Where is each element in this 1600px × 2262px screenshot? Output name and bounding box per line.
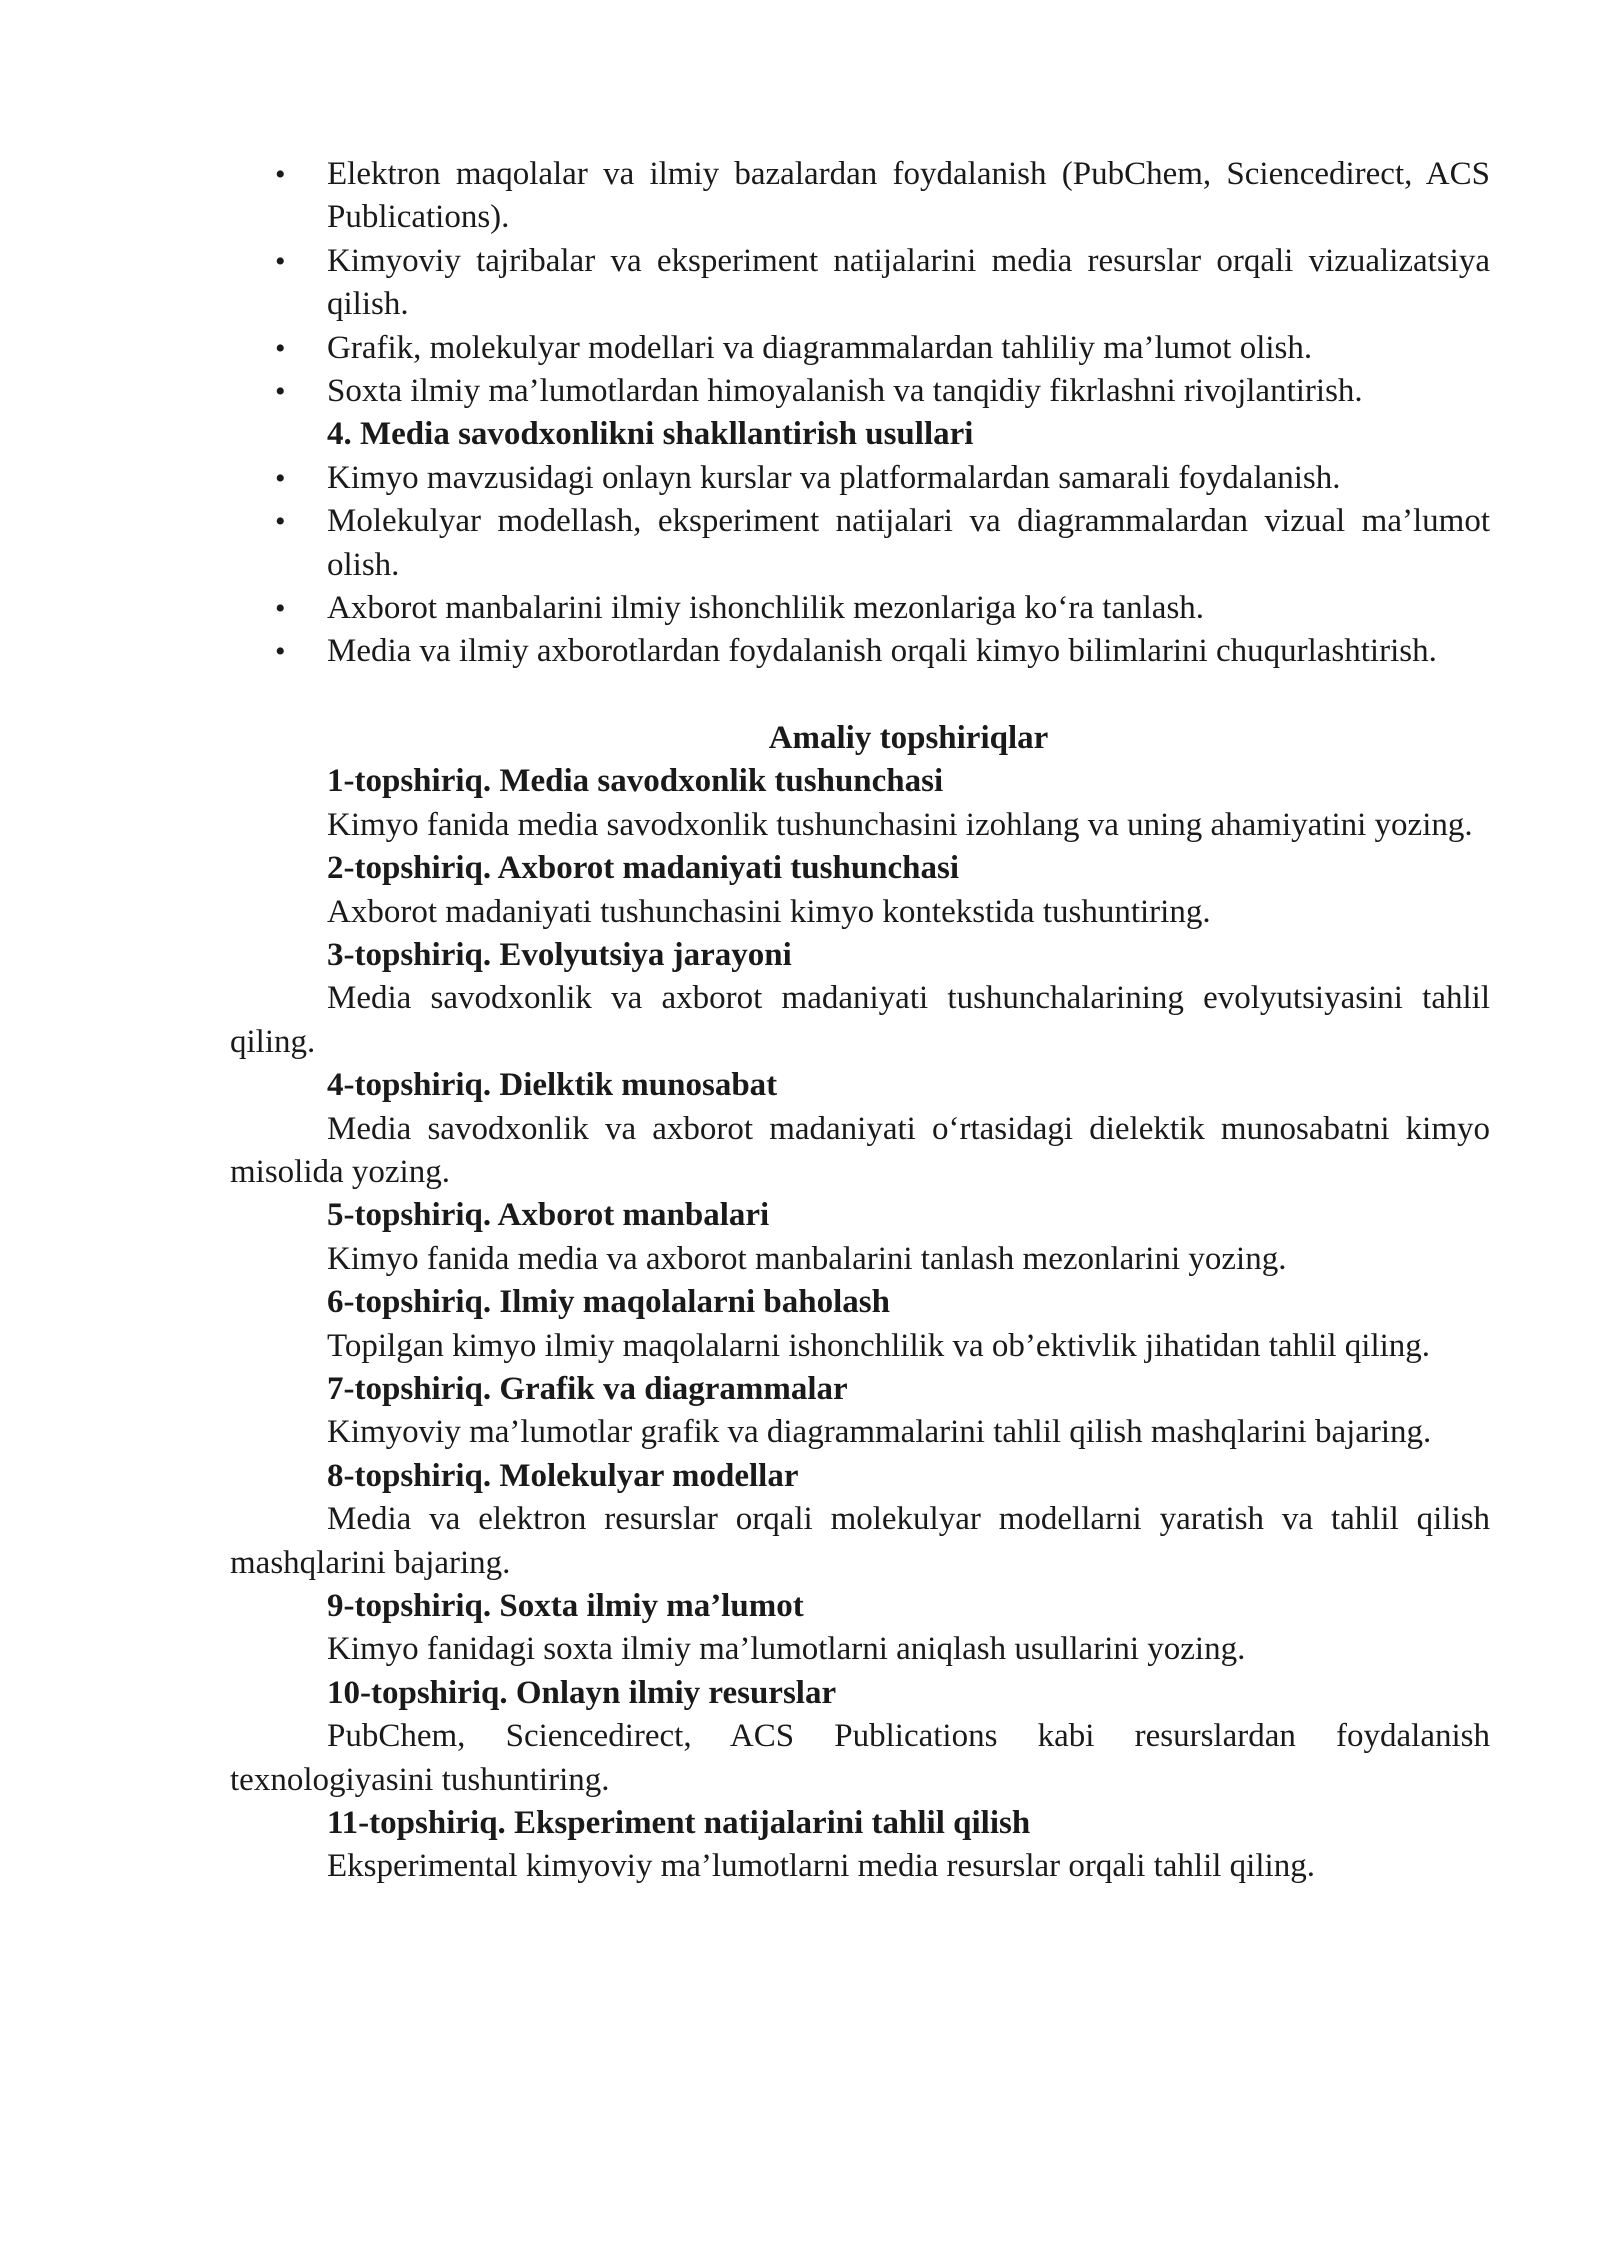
task-4 (230, 1064, 1490, 1194)
task-title: 9-topshiriq. Soxta ilmiy ma’lumot (327, 1588, 804, 1624)
task-title: 11-topshiriq. Eksperiment natijalarini tahlil qilish (327, 1805, 1031, 1842)
task-1 (230, 760, 1490, 847)
task-11 (230, 1802, 1490, 1889)
task-9 (230, 1585, 1490, 1672)
task-body: Kimyo fanidagi soxta ilmiy ma’lumotlarni aniqlash usullarini yozing. (327, 1631, 1246, 1668)
task-body: Kimyoviy ma’lumotlar grafik va diagrammalarini tahlil qilish mashqlarini bajaring. (327, 1414, 1432, 1451)
task-2 (230, 847, 1490, 934)
task-title: 6-topshiriq. Ilmiy maqolalarni baholash (327, 1284, 890, 1321)
task-title: 8-topshiriq. Molekulyar modellar (327, 1457, 799, 1494)
task-10 (230, 1672, 1490, 1802)
task-body: Media savodxonlik va axborot madaniyati tushunchalarining evolyutsiyasini tahlil qiling. (230, 980, 1490, 1060)
section-heading: 4. Media savodxonlikni shakllantirish usullari (327, 416, 974, 453)
list-item: • Grafik, molekulyar modellari va diagrammalardan tahliliy ma’lumot olish. (230, 327, 1490, 370)
task-body: Kimyo fanida media savodxonlik tushunchasini izohlang va uning ahamiyatini yozing. (327, 806, 1473, 843)
task-title: 4-topshiriq. Dielktik munosabat (327, 1067, 778, 1104)
list-item: • Molekulyar modellash, eksperiment natijalari va diagrammalardan vizual ma’lumot olish. (230, 500, 1490, 587)
task-body: Media savodxonlik va axborot madaniyati o‘rtasidagi dielektik munosabatni kimyo misolida yozing. (230, 1110, 1490, 1190)
list-item: • Kimyo mavzusidagi onlayn kurslar va platformalardan samarali foydalanish. (230, 457, 1490, 500)
practical-tasks-title: Amaliy topshiriqlar (768, 719, 1049, 756)
list-item: • Media va ilmiy axborotlardan foydalanish orqali kimyo bilimlarini chuqurlashtirish. (230, 630, 1490, 673)
bullet-list-methods (230, 457, 1490, 674)
task-title: 10-topshiriq. Onlayn ilmiy resurslar (327, 1674, 837, 1711)
task-title: 1-topshiriq. Media savodxonlik tushunchasi (327, 763, 944, 800)
list-item: • Axborot manbalarini ilmiy ishonchlilik mezonlariga ko‘ra tanlash. (230, 587, 1490, 630)
task-5 (230, 1194, 1490, 1281)
task-body: Axborot madaniyati tushunchasini kimyo kontekstida tushuntiring. (327, 893, 1211, 930)
document-page (230, 153, 1490, 1889)
task-title: 5-topshiriq. Axborot manbalari (327, 1197, 770, 1234)
list-item: • Soxta ilmiy ma’lumotlardan himoyalanish va tanqidiy fikrlashni rivojlantirish. (230, 370, 1490, 413)
task-body: Topilgan kimyo ilmiy maqolalarni ishonchlilik va ob’ektivlik jihatidan tahlil qiling. (327, 1327, 1431, 1364)
task-body: PubChem, Sciencedirect, ACS Publications kabi resurslardan foydalanish texnologiyasini tushuntiring. (230, 1718, 1490, 1798)
task-title: 3-topshiriq. Evolyutsiya jarayoni (327, 936, 792, 973)
task-title: 7-topshiriq. Grafik va diagrammalar (327, 1370, 848, 1407)
task-6 (230, 1281, 1490, 1368)
task-title: 2-topshiriq. Axborot madaniyati tushunchasi (327, 850, 960, 887)
task-body: Eksperimental kimyoviy ma’lumotlarni media resurslar orqali tahlil qiling. (327, 1848, 1315, 1885)
list-item: • Elektron maqolalar va ilmiy bazalardan foydalanish (PubChem, Sciencedirect, ACS Publications). (230, 153, 1490, 240)
task-3 (230, 934, 1490, 1064)
task-body: Media va elektron resurslar orqali molekulyar modellarni yaratish va tahlil qilish mashqlarini bajaring. (230, 1501, 1490, 1581)
list-item: • Kimyoviy tajribalar va eksperiment natijalarini media resurslar orqali vizualizatsiya qilish. (230, 240, 1490, 327)
task-7 (230, 1368, 1490, 1455)
bullet-list-resources (230, 153, 1490, 413)
task-body: Kimyo fanida media va axborot manbalarini tanlash mezonlarini yozing. (327, 1240, 1287, 1277)
task-8 (230, 1455, 1490, 1585)
